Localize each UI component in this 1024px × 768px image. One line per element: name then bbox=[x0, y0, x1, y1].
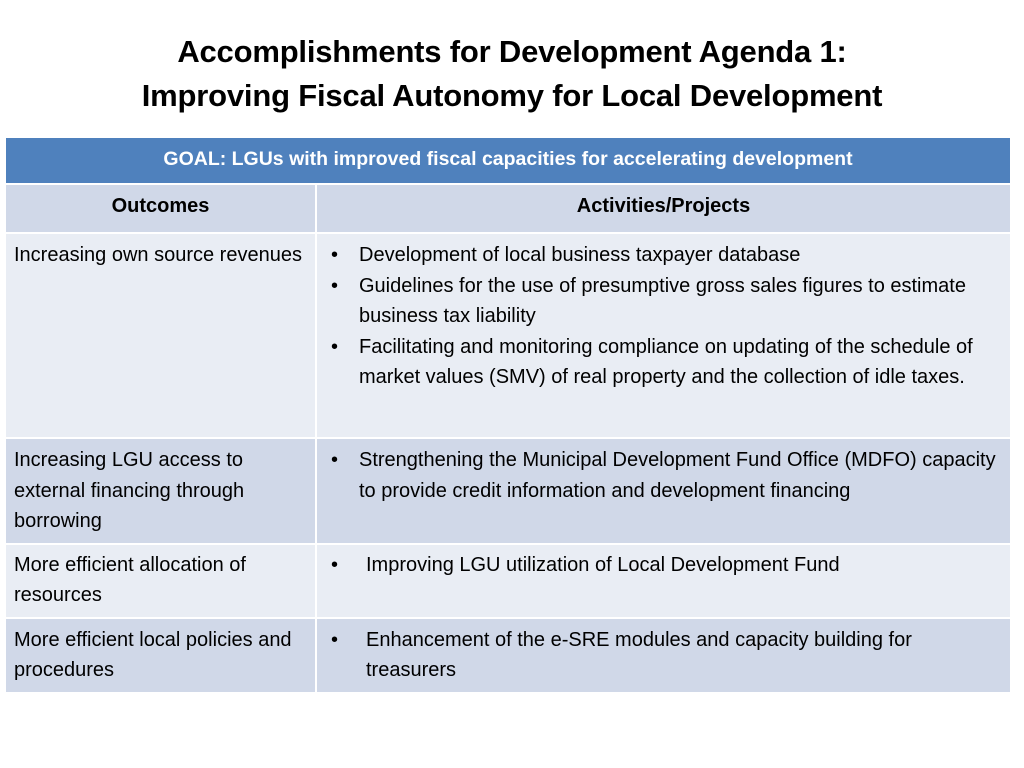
table-row bbox=[5, 233, 1011, 438]
activity-text: Enhancement of the e-SRE modules and capacity building for treasurers bbox=[366, 628, 912, 681]
activities-list bbox=[325, 445, 1002, 506]
activity-text: Guidelines for the use of presumptive gross sales figures to estimate business tax liability bbox=[359, 274, 966, 327]
outcome-cell: Increasing own source revenues bbox=[5, 233, 316, 438]
bullet: • bbox=[331, 553, 339, 576]
bullet: • bbox=[331, 335, 339, 358]
activity-text: Strengthening the Municipal Development Fund Office (MDFO) capacity to provide credit information and development financing bbox=[359, 449, 996, 502]
activities-list bbox=[325, 625, 1002, 686]
agenda-table bbox=[4, 136, 1012, 694]
outcome-cell: Increasing LGU access to external financing through borrowing bbox=[5, 438, 316, 544]
activity-text: Development of local business taxpayer database bbox=[359, 244, 801, 266]
outcome-cell: More efficient local policies and procedures bbox=[5, 618, 316, 693]
activity-text: Facilitating and monitoring compliance on updating of the schedule of market values (SMV) of real property and the collection of idle taxes. bbox=[359, 335, 973, 388]
activities-cell bbox=[316, 618, 1011, 693]
goal-header: GOAL: LGUs with improved fiscal capacities for accelerating development bbox=[5, 137, 1011, 184]
title-line-1: Accomplishments for Development Agenda 1: bbox=[177, 34, 847, 69]
list-item bbox=[325, 445, 1002, 506]
activities-cell bbox=[316, 544, 1011, 618]
table-row bbox=[5, 544, 1011, 618]
outcome-cell: More efficient allocation of resources bbox=[5, 544, 316, 618]
bullet: • bbox=[331, 274, 339, 297]
bullet: • bbox=[331, 449, 339, 471]
activities-cell bbox=[316, 438, 1011, 544]
activities-cell bbox=[316, 233, 1011, 438]
table-row bbox=[5, 438, 1011, 544]
list-item bbox=[325, 625, 1002, 686]
list-item bbox=[325, 550, 1002, 581]
goal-row bbox=[5, 137, 1011, 184]
activities-header: Activities/Projects bbox=[316, 184, 1011, 233]
table-row bbox=[5, 618, 1011, 693]
bullet: • bbox=[331, 628, 339, 651]
list-item bbox=[325, 332, 1002, 393]
list-item bbox=[325, 271, 1002, 332]
activities-list bbox=[325, 550, 1002, 581]
list-item bbox=[325, 240, 1002, 271]
title-line-2: Improving Fiscal Autonomy for Local Development bbox=[141, 78, 883, 113]
column-header-row bbox=[5, 184, 1011, 233]
bullet: • bbox=[331, 244, 339, 266]
outcomes-header: Outcomes bbox=[5, 184, 316, 233]
activity-text: Improving LGU utilization of Local Development Fund bbox=[366, 553, 840, 576]
page-title bbox=[0, 30, 1024, 118]
activities-list bbox=[325, 240, 1002, 393]
